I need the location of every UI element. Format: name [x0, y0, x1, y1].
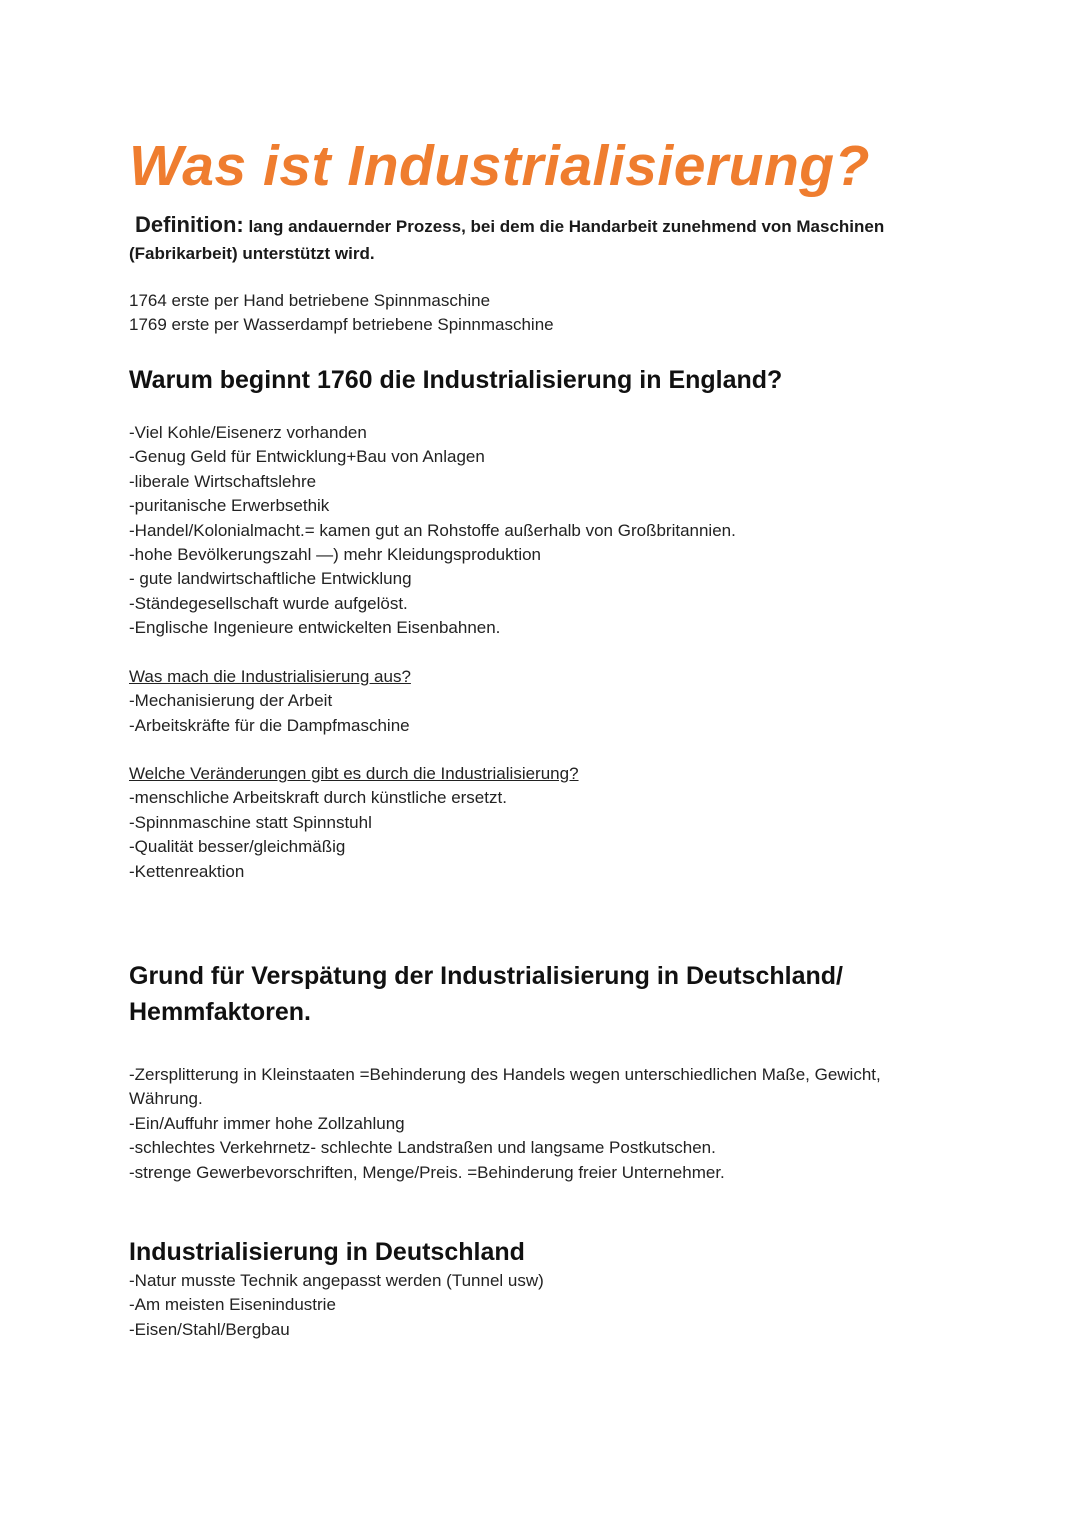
page-title: Was ist Industrialisierung? [129, 134, 870, 198]
subheading-veraenderungen: Welche Veränderungen gibt es durch die Industrialisierung? [129, 764, 579, 783]
list-item: -Mechanisierung der Arbeit [129, 691, 333, 711]
list-item: -Ständegesellschaft wurde aufgelöst. [129, 593, 408, 613]
list-item: -Handel/Kolonialmacht.= kamen gut an Rohstoffe außerhalb von Großbritannien. [129, 520, 736, 540]
heading-verspaetung-line1: Grund für Verspätung der Industrialisierung in Deutschland/ [129, 962, 843, 990]
heading-deutschland: Industrialisierung in Deutschland [129, 1238, 525, 1266]
definition-paragraph [129, 211, 929, 267]
verspaetung-list [129, 1063, 944, 1185]
dates-list [129, 289, 554, 338]
list-item: -liberale Wirtschaftslehre [129, 471, 317, 491]
list-item: -Arbeitskräfte für die Dampfmaschine [129, 715, 410, 735]
heading-verspaetung-line2: Hemmfaktoren. [129, 998, 311, 1026]
list-item: -Englische Ingenieure entwickelten Eisenbahnen. [129, 618, 501, 638]
subheading-ausmachen: Was mach die Industrialisierung aus? [129, 667, 411, 686]
list-item: -Am meisten Eisenindustrie [129, 1295, 336, 1315]
veraenderungen-section [129, 762, 579, 884]
definition-term: Definition: [135, 212, 244, 237]
list-item: -Natur musste Technik angepasst werden (Tunnel usw) [129, 1271, 544, 1290]
list-item: - gute landwirtschaftliche Entwicklung [129, 569, 412, 589]
list-item: -menschliche Arbeitskraft durch künstliche ersetzt. [129, 788, 507, 808]
england-reasons-list [129, 421, 736, 641]
list-item: -Genug Geld für Entwicklung+Bau von Anlagen [129, 447, 485, 467]
deutschland-list [129, 1269, 544, 1342]
heading-verspaetung [129, 958, 959, 1030]
date-item: 1769 erste per Wasserdampf betriebene Spinnmaschine [129, 315, 554, 335]
definition-text: lang andauernder Prozess, bei dem die Handarbeit zunehmend von Maschinen (Fabrikarbeit) unterstützt wird. [129, 217, 885, 263]
list-item: -puritanische Erwerbsethik [129, 496, 330, 516]
list-item: -Qualität besser/gleichmäßig [129, 837, 346, 857]
list-item: -hohe Bevölkerungszahl —) mehr Kleidungsproduktion [129, 545, 542, 565]
list-item: -Eisen/Stahl/Bergbau [129, 1319, 290, 1339]
heading-england: Warum beginnt 1760 die Industrialisierung in England? [129, 366, 783, 394]
list-item: -Ein/Auffuhr immer hohe Zollzahlung [129, 1113, 405, 1133]
date-item: 1764 erste per Hand betriebene Spinnmaschine [129, 291, 491, 310]
list-item: -Spinnmaschine statt Spinnstuhl [129, 812, 372, 832]
list-item: -strenge Gewerbevorschriften, Menge/Preis. =Behinderung freier Unternehmer. [129, 1162, 725, 1182]
list-item: -Viel Kohle/Eisenerz vorhanden [129, 423, 367, 442]
ausmachen-section [129, 665, 411, 738]
list-item: -schlechtes Verkehrnetz- schlechte Landstraßen und langsame Postkutschen. [129, 1138, 716, 1158]
list-item: -Kettenreaktion [129, 861, 245, 881]
list-item: -Zersplitterung in Kleinstaaten =Behinderung des Handels wegen unterschiedlichen Maße, Gewicht, Währung. [129, 1065, 881, 1109]
